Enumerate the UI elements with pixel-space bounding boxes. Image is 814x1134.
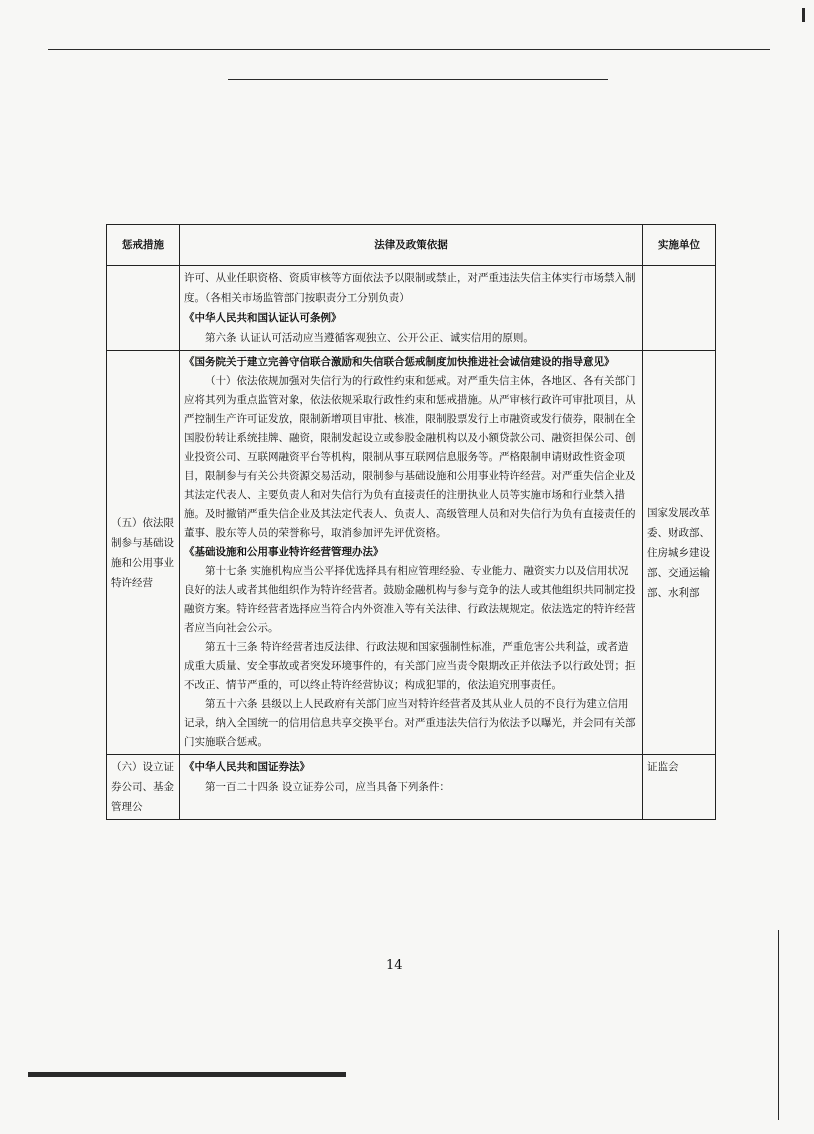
measure-cell: （六）设立证券公司、基金管理公	[107, 755, 180, 820]
basis-cell	[180, 351, 643, 755]
basis-cell	[180, 266, 643, 351]
table-row	[107, 755, 716, 820]
document-title: 《中华人民共和国证券法》	[184, 761, 310, 773]
table-row	[107, 351, 716, 755]
measure-cell	[107, 266, 180, 351]
scan-line	[778, 930, 779, 1120]
basis-paragraph: （十）依法依规加强对失信行为的行政性约束和惩戒。对严重失信主体，各地区、各有关部门应将其列为重点监管对象，依法依规采取行政性约束和惩戒措施。从严审核行政许可审批项目，从严控制生产许可证发放，限制新增项目审批、核准，限制股票发行上市融资或发行债券，限制在全国股份转让系统挂牌、融资，限制发起设立或参股金融机构以及小额贷款公司、融资担保公司、创业投资公司、互联网融资平台等机构，限制从事互联网信息服务等。严格限制申请财政性资金项目，限制参与有关公共资源交易活动，限制参与基础设施和公用事业特许经营。对严重失信企业及其法定代表人、主要负责人和对失信行为负有直接责任的注册执业人员等实施市场和行业禁入措施。及时撤销严重失信企业及其法定代表人、负责人、高级管理人员和对失信行为负有直接责任的董事、股东等人员的荣誉称号，取消参加评先评优资格。	[184, 375, 636, 539]
measure-cell: （五）依法限制参与基础设施和公用事业特许经营	[107, 351, 180, 755]
document-title: 《国务院关于建立完善守信联合激励和失信联合惩戒制度加快推进社会诚信建设的指导意见》	[184, 356, 615, 368]
basis-paragraph: 第一百二十四条 设立证券公司，应当具备下列条件：	[205, 781, 450, 793]
basis-paragraph: 第六条 认证认可活动应当遵循客观独立、公开公正、诚实信用的原则。	[205, 332, 534, 344]
scan-line	[28, 1072, 346, 1077]
policy-table	[106, 224, 716, 820]
unit-cell: 国家发展改革委、财政部、住房城乡建设部、交通运输部、水利部	[643, 351, 716, 755]
basis-cell	[180, 755, 643, 820]
table-row	[107, 266, 716, 351]
header-unit: 实施单位	[643, 225, 716, 266]
header-measure: 惩戒措施	[107, 225, 180, 266]
page-number: 14	[386, 958, 403, 973]
basis-paragraph: 许可、从业任职资格、资质审核等方面依法予以限制或禁止，对严重违法失信主体实行市场禁入制度。（各相关市场监管部门按职责分工分别负责）	[184, 272, 636, 304]
document-title: 《基础设施和公用事业特许经营管理办法》	[184, 546, 384, 558]
basis-paragraph: 第五十六条 县级以上人民政府有关部门应当对特许经营者及其从业人员的不良行为建立信用记录，纳入全国统一的信用信息共享交换平台。对严重违法失信行为依法予以曝光，并会同有关部门实施联合惩戒。	[184, 698, 636, 748]
table-header-row	[107, 225, 716, 266]
scan-line	[228, 79, 608, 80]
scan-line	[48, 49, 770, 50]
unit-cell	[643, 266, 716, 351]
scan-line	[802, 8, 805, 22]
header-basis: 法律及政策依据	[180, 225, 643, 266]
basis-paragraph: 第五十三条 特许经营者违反法律、行政法规和国家强制性标准，严重危害公共利益，或者造成重大质量、安全事故或者突发环境事件的，有关部门应当责令限期改正并依法予以行政处罚；拒不改正、情节严重的，可以终止特许经营协议；构成犯罪的，依法追究刑事责任。	[184, 641, 636, 691]
unit-cell: 证监会	[643, 755, 716, 820]
document-title: 《中华人民共和国认证认可条例》	[184, 312, 342, 324]
basis-paragraph: 第十七条 实施机构应当公平择优选择具有相应管理经验、专业能力、融资实力以及信用状况良好的法人或者其他组织作为特许经营者。鼓励金融机构与参与竞争的法人或其他组织共同制定投融资方案。特许经营者选择应当符合内外资准入等有关法律、行政法规规定。依法选定的特许经营者应当向社会公示。	[184, 565, 636, 634]
